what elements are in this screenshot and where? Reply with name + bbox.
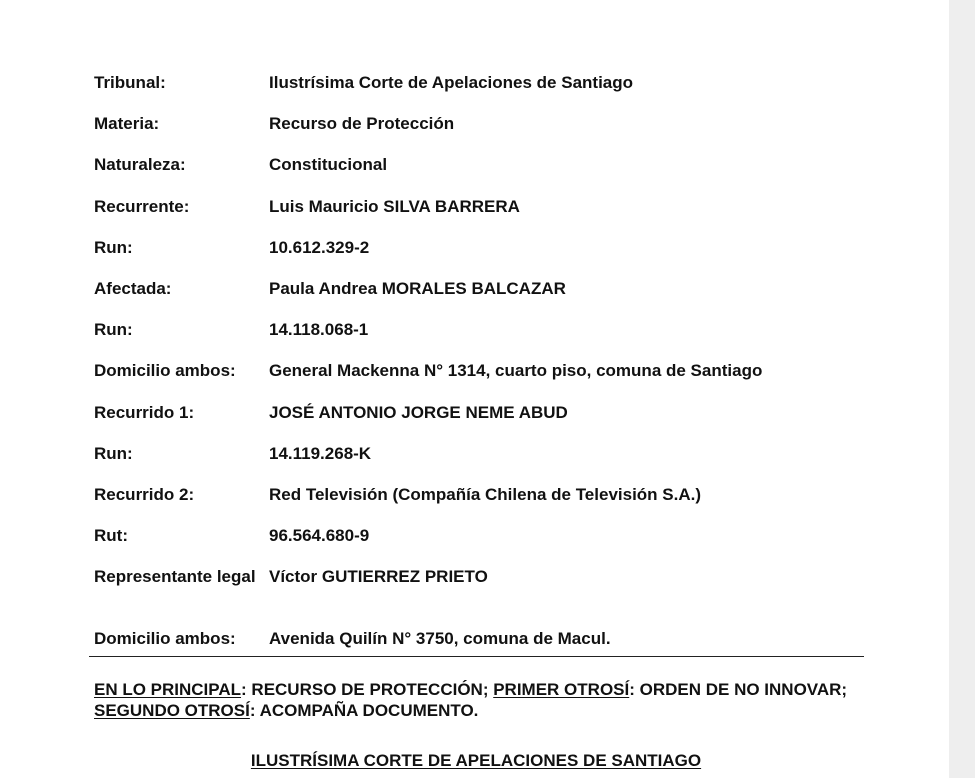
info-label: Domicilio ambos: bbox=[94, 629, 236, 649]
info-row-representante bbox=[94, 565, 864, 627]
info-label: Run: bbox=[94, 237, 133, 257]
case-info-table bbox=[94, 71, 864, 668]
info-row-recurrente bbox=[94, 195, 864, 236]
info-row-domicilio-2 bbox=[94, 627, 864, 668]
info-row-afectada bbox=[94, 277, 864, 318]
info-row-recurrido-1 bbox=[94, 401, 864, 442]
info-row-run-recurrido-1 bbox=[94, 442, 864, 483]
info-row-run-recurrente bbox=[94, 236, 864, 277]
scrollbar-track[interactable] bbox=[949, 0, 975, 778]
info-label: Domicilio ambos: bbox=[94, 361, 236, 381]
info-value: 14.119.268-K bbox=[269, 443, 372, 463]
segundo-otrosi-label: SEGUNDO OTROSÍ bbox=[94, 701, 250, 720]
info-row-tribunal bbox=[94, 71, 864, 112]
info-label: Afectada: bbox=[94, 278, 172, 298]
info-label: Recurrido 2: bbox=[94, 484, 195, 504]
petition-summary bbox=[94, 679, 864, 721]
info-value: Constitucional bbox=[269, 155, 388, 175]
info-label: Tribunal: bbox=[94, 73, 166, 92]
info-label: Recurrente: bbox=[94, 196, 190, 216]
section-divider bbox=[89, 656, 864, 657]
info-row-materia bbox=[94, 112, 864, 153]
info-value: Recurso de Protección bbox=[269, 114, 455, 134]
info-value: JOSÉ ANTONIO JORGE NEME ABUD bbox=[269, 402, 568, 422]
info-label: Naturaleza: bbox=[94, 155, 186, 175]
info-value: Red Televisión (Compañía Chilena de Televisión S.A.) bbox=[269, 484, 702, 504]
info-value: 96.564.680-9 bbox=[269, 526, 370, 546]
info-label: Materia: bbox=[94, 114, 160, 134]
principal-label: EN LO PRINCIPAL bbox=[94, 680, 242, 699]
info-row-domicilio-1 bbox=[94, 359, 864, 400]
info-label: Run: bbox=[94, 320, 133, 340]
primer-otrosi-label: PRIMER OTROSÍ bbox=[493, 680, 630, 699]
court-heading: ILUSTRÍSIMA CORTE DE APELACIONES DE SANTIAGO bbox=[250, 751, 702, 770]
info-label: Representante legal bbox=[94, 567, 256, 587]
info-label: Run: bbox=[94, 443, 133, 463]
info-row-rut bbox=[94, 524, 864, 565]
info-value: Paula Andrea MORALES BALCAZAR bbox=[269, 278, 566, 298]
principal-text: : RECURSO DE PROTECCIÓN; bbox=[241, 680, 494, 699]
info-row-naturaleza bbox=[94, 153, 864, 194]
info-value: Víctor GUTIERREZ PRIETO bbox=[269, 567, 488, 587]
info-value: Avenida Quilín N° 3750, comuna de Macul. bbox=[269, 629, 611, 649]
info-value: Luis Mauricio SILVA BARRERA bbox=[269, 196, 520, 216]
info-value: General Mackenna N° 1314, cuarto piso, comuna de Santiago bbox=[269, 361, 763, 381]
info-label: Recurrido 1: bbox=[94, 402, 195, 422]
info-value: 14.118.068-1 bbox=[269, 320, 369, 340]
info-value: Ilustrísima Corte de Apelaciones de Santiago bbox=[269, 73, 634, 92]
info-row-recurrido-2 bbox=[94, 483, 864, 524]
info-label: Rut: bbox=[94, 526, 128, 546]
segundo-otrosi-text: : ACOMPAÑA DOCUMENTO. bbox=[249, 701, 479, 720]
info-value: 10.612.329-2 bbox=[269, 237, 370, 257]
primer-otrosi-text: : ORDEN DE NO INNOVAR; bbox=[629, 680, 848, 699]
info-row-run-afectada bbox=[94, 318, 864, 359]
